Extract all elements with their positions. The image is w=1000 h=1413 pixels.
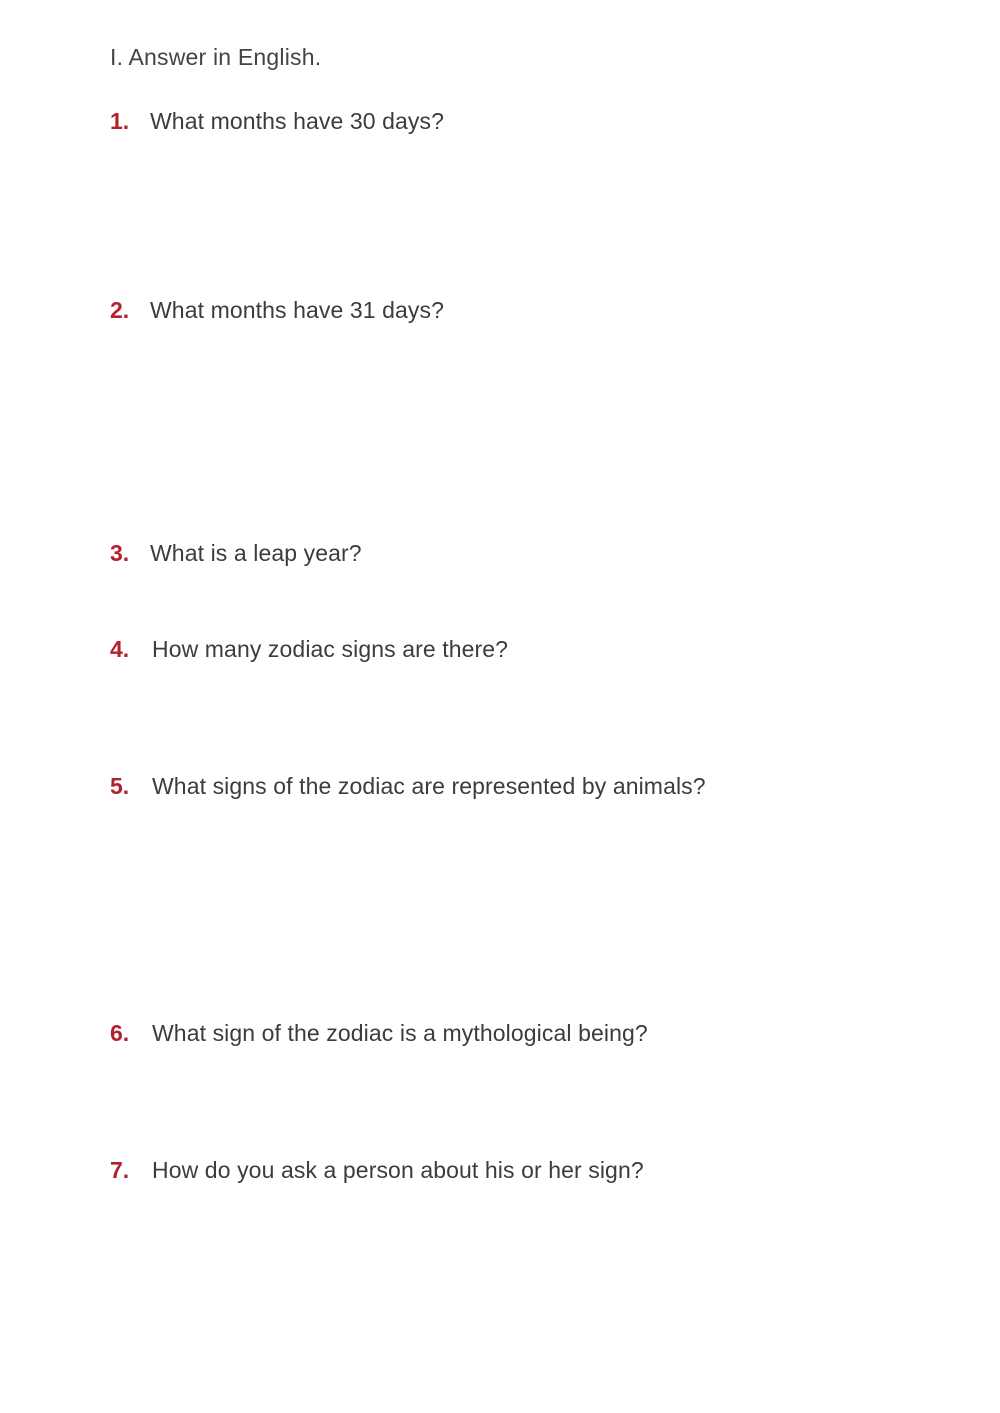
question-number: 3. xyxy=(110,540,130,566)
question-number: 6. xyxy=(110,1020,130,1046)
question-number: 4. xyxy=(110,636,130,662)
question-text: How many zodiac signs are there? xyxy=(152,636,509,662)
worksheet-heading: I. Answer in English. xyxy=(110,44,322,70)
question-text: What months have 30 days? xyxy=(150,108,444,134)
question-number: 2. xyxy=(110,297,130,323)
question-number: 1. xyxy=(110,108,130,134)
question-text: How do you ask a person about his or her sign? xyxy=(152,1157,644,1183)
question-number: 7. xyxy=(110,1157,130,1183)
question-3 xyxy=(110,540,362,567)
question-number: 5. xyxy=(110,773,130,799)
question-4 xyxy=(110,636,508,663)
question-text: What is a leap year? xyxy=(150,540,362,566)
question-text: What months have 31 days? xyxy=(150,297,444,323)
question-1 xyxy=(110,108,444,135)
question-text: What sign of the zodiac is a mythological being? xyxy=(152,1020,648,1046)
question-text: What signs of the zodiac are represented by animals? xyxy=(152,773,706,799)
question-5 xyxy=(110,773,706,800)
question-6 xyxy=(110,1020,648,1047)
question-2 xyxy=(110,297,444,324)
question-7 xyxy=(110,1157,644,1184)
